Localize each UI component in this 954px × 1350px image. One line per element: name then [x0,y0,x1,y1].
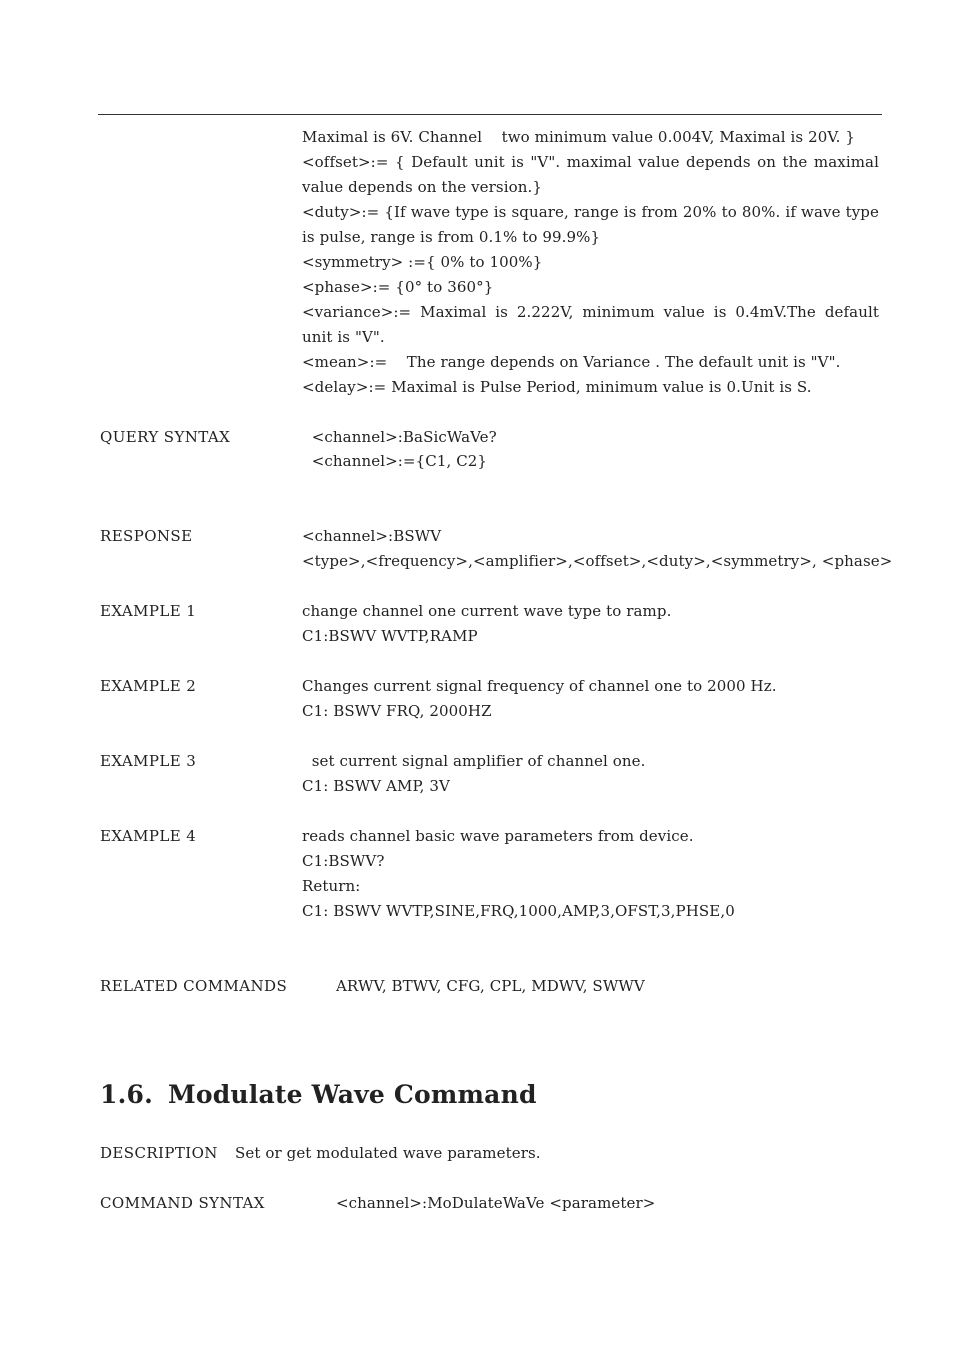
param-line: <symmetry> :={ 0% to 100%} [302,253,543,271]
header-rule [98,114,882,115]
param-line: <delay>:= Maximal is Pulse Period, minimum value is 0.Unit is S. [302,378,812,396]
example-4-label: EXAMPLE 4 [100,827,197,845]
example-2-line: Changes current signal frequency of channel one to 2000 Hz. [302,677,777,695]
query-syntax-label: QUERY SYNTAX [100,428,231,446]
example-4-line: C1: BSWV WVTP,SINE,FRQ,1000,AMP,3,OFST,3,PHSE,0 [302,902,735,920]
example-3-label: EXAMPLE 3 [100,752,197,770]
param-line: <mean>:= The range depends on Variance . The default unit is "V". [302,353,841,371]
example-3-line: set current signal amplifier of channel one. [302,752,646,770]
param-line: <duty>:= {If wave type is square, range is from 20% to 80%. if wave type [302,203,879,221]
example-4-line: Return: [302,877,361,895]
section-heading [100,1080,537,1109]
param-line: <phase>:= {0° to 360°} [302,278,494,296]
example-1-label: EXAMPLE 1 [100,602,197,620]
section-number: 1.6. [100,1080,153,1109]
section-title: Modulate Wave Command [168,1080,537,1109]
param-line: unit is "V". [302,328,385,346]
param-line: is pulse, range is from 0.1% to 99.9%} [302,228,601,246]
query-syntax-line: <channel>:BaSicWaVe? [302,428,497,446]
response-line: <channel>:BSWV [302,527,442,545]
command-syntax-value: <channel>:MoDulateWaVe <parameter> [336,1194,656,1212]
response-label: RESPONSE [100,527,193,545]
description-value: Set or get modulated wave parameters. [235,1144,541,1162]
description-label: DESCRIPTION [100,1144,218,1162]
example-4-line: reads channel basic wave parameters from device. [302,827,694,845]
query-syntax-line: <channel>:={C1, C2} [302,452,488,470]
param-line: value depends on the version.} [302,178,543,196]
related-commands-value: ARWV, BTWV, CFG, CPL, MDWV, SWWV [336,977,645,995]
example-2-label: EXAMPLE 2 [100,677,197,695]
example-1-line: change channel one current wave type to ramp. [302,602,672,620]
related-commands-label: RELATED COMMANDS [100,977,288,995]
example-1-line: C1:BSWV WVTP,RAMP [302,627,478,645]
response-line: <type>,<frequency>,<amplifier>,<offset>,<duty>,<symmetry>, <phase> [302,552,893,570]
param-line: Maximal is 6V. Channel two minimum value 0.004V, Maximal is 20V. } [302,128,856,146]
param-line: <variance>:= Maximal is 2.222V, minimum value is 0.4mV.The default [302,303,879,321]
example-2-line: C1: BSWV FRQ, 2000HZ [302,702,492,720]
example-3-line: C1: BSWV AMP, 3V [302,777,450,795]
command-syntax-label: COMMAND SYNTAX [100,1194,265,1212]
example-4-line: C1:BSWV? [302,852,385,870]
param-line: <offset>:= { Default unit is "V". maximal value depends on the maximal [302,153,879,171]
